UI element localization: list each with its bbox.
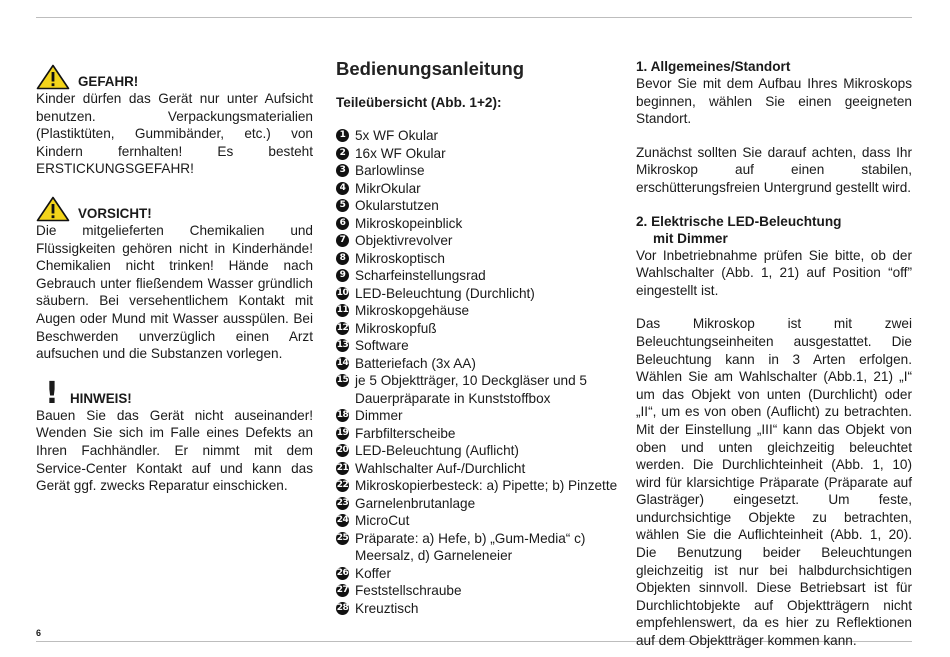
section-1-title: 1. Allgemeines/Standort (636, 59, 791, 74)
top-rule (36, 17, 912, 18)
warning-triangle-icon (36, 196, 70, 222)
list-item (336, 215, 622, 233)
number-circle-icon: 2 (336, 147, 349, 160)
caution-text: Die mitgelieferten Chemikalien und Flüssigkeiten gehören nicht in Kinderhände! Chemikalien nicht trinken! Hände nach Gebrauch unter fließendem Wasser gründlich säubern. Bei versehentlichem Kontakt mit Augen oder Mund mit Wasser ausspülen. Bei Beschwerden unverzüglich einen Arzt aufsuchen und die Substanzen vorlegen. (36, 222, 313, 362)
part-label: LED-Beleuchtung (Durchlicht) (355, 285, 535, 301)
list-item (336, 180, 622, 198)
number-circle-icon: 4 (336, 182, 349, 195)
parts-subtitle: Teileübersicht (Abb. 1+2): (336, 95, 502, 110)
part-label: Wahlschalter Auf-/Durchlicht (355, 460, 526, 476)
number-circle-icon: 27 (336, 585, 349, 595)
list-item (336, 320, 622, 338)
part-label: 16x WF Okular (355, 145, 446, 161)
list-item (336, 250, 622, 268)
part-label: LED-Beleuchtung (Auflicht) (355, 443, 519, 458)
list-item (336, 197, 622, 215)
exclamation-icon: ! (45, 375, 59, 411)
part-label: Barlowlinse (355, 163, 425, 178)
number-circle-icon: 8 (336, 252, 349, 265)
number-circle-icon: 23 (336, 497, 349, 508)
number-circle-icon: 22 (336, 480, 349, 490)
hint-text: Bauen Sie das Gerät nicht auseinander! Wenden Sie sich im Falle eines Defekts an Ihren Fachhändler. Er nimmt mit dem Service-Center Kontakt auf und kann das Gerät ggf. zwecks Reparatur einschicken. (36, 407, 313, 494)
danger-notice (36, 60, 313, 178)
number-circle-icon: 19 (336, 427, 349, 438)
list-item (336, 127, 622, 145)
part-label: MicroCut (355, 513, 410, 528)
section-2-para-2: Das Mikroskop ist mit zwei Beleuchtungseinheiten ausgestattet. Die Beleuchtung kann in 3 Arten erfolgen. Wählen Sie am Wahlschalter (Abb.1, 21) „I“ um das Objekt von unten (Durchlicht) oder „II“, um es von oben (Auflicht) zu betrachten. Mit der Einstellung „III“ kann das Objekt von oben und unten gleichzeitig beleuchtet werden. Die Durchlichteinheit (Abb. 1, 10) wird für klarsichtige Präparate (Präparate auf Glasträger) eingesetzt. Um feste, undurchsichtige Objekte zu betrachten, wählen Sie die Auflichteinheit (Abb. 1, 20). Die Benutzung beider Beleuchtungen gleichzeitig ist nur bei halbdurchsichtigen Objekten sinnvoll. Diese Betriebsart ist für Durchlichtobjekte auf Objektträgern nicht empfehlenswert, da es hier zu Reflektionen auf dem Objektträger kommen kann. (636, 316, 912, 649)
list-item (336, 565, 622, 583)
page-number: 6 (36, 628, 42, 638)
manual-title: Bedienungsanleitung (336, 58, 525, 79)
number-circle-icon: 24 (336, 515, 349, 525)
section-1-para-2: Zunächst sollten Sie darauf achten, dass Ihr Mikroskop auf einen stabilen, erschütterungsfreien Untergrund gestellt wird. (636, 144, 912, 195)
number-circle-icon: 1 (336, 129, 349, 142)
list-item (336, 285, 622, 303)
part-label: Mikroskopgehäuse (355, 303, 470, 318)
danger-header (36, 60, 313, 90)
number-circle-icon: 21 (336, 462, 349, 473)
parts-list (336, 127, 622, 617)
number-circle-icon: 18 (336, 410, 349, 420)
danger-text: Kinder dürfen das Gerät nur unter Aufsicht benutzen. Verpackungsmaterialien (Plastiktüten, Gummibänder, etc.) von Kindern fernhalten! Es besteht ERSTICKUNGSGEFAHR! (36, 91, 313, 177)
list-item (336, 302, 622, 320)
part-label: Kreuztisch (355, 600, 419, 616)
list-item (336, 477, 622, 495)
part-label: Farbfilterscheibe (355, 425, 456, 441)
part-label: Dimmer (355, 408, 403, 423)
part-label: 5x WF Okular (355, 128, 439, 143)
hint-header (36, 375, 313, 411)
number-circle-icon: 25 (336, 532, 349, 543)
number-circle-icon: 5 (336, 199, 349, 212)
part-label: Koffer (355, 565, 392, 581)
list-item (336, 600, 622, 618)
part-label: Garnelenbrutanlage (355, 495, 476, 511)
section-2-title: 2. Elektrische LED-Beleuchtung (636, 213, 842, 229)
section-1-para-1: Bevor Sie mit dem Aufbau Ihres Mikroskops beginnen, wählen Sie einen geeigneten Standort. (636, 76, 912, 127)
number-circle-icon: 11 (336, 305, 349, 315)
list-item (336, 460, 622, 478)
list-item (336, 582, 622, 600)
part-label: Präparate: a) Hefe, b) „Gum-Media“ c) Meersalz, d) Garneleneier (355, 530, 586, 563)
part-label: Batteriefach (3x AA) (355, 355, 476, 371)
safety-column (36, 58, 313, 509)
part-label: Software (355, 338, 409, 353)
parts-column (336, 58, 622, 617)
number-circle-icon: 20 (336, 445, 349, 455)
section-2-para-1: Vor Inbetriebnahme prüfen Sie bitte, ob der Wahlschalter (Abb. 1, 21) auf Position “off” eingestellt ist. (636, 247, 912, 298)
caution-notice (36, 192, 313, 363)
part-label: Mikroskopfuß (355, 320, 437, 336)
instructions-column (636, 58, 912, 650)
section-2-title-line-2: mit Dimmer (653, 230, 728, 246)
part-label: MikrOkular (355, 180, 421, 196)
number-circle-icon: 3 (336, 164, 349, 177)
list-item (336, 442, 622, 460)
list-item (336, 512, 622, 530)
list-item (336, 372, 622, 407)
part-label: Okularstutzen (355, 198, 439, 213)
caution-header (36, 192, 313, 222)
number-circle-icon: 12 (336, 322, 349, 333)
number-circle-icon: 14 (336, 357, 349, 368)
number-circle-icon: 7 (336, 234, 349, 247)
danger-title: GEFAHR! (78, 74, 139, 89)
part-label: Feststellschraube (355, 583, 462, 598)
hint-title: HINWEIS! (70, 390, 132, 406)
list-item (336, 162, 622, 180)
list-item (336, 425, 622, 443)
list-item (336, 267, 622, 285)
list-item (336, 232, 622, 250)
part-label: Mikroskopeinblick (355, 215, 463, 231)
number-circle-icon: 15 (336, 375, 349, 385)
list-item (336, 145, 622, 163)
list-item (336, 495, 622, 513)
caution-title: VORSICHT! (78, 205, 152, 221)
number-circle-icon: 6 (336, 217, 349, 230)
warning-triangle-icon (36, 64, 70, 90)
part-label: je 5 Objektträger, 10 Deckgläser und 5 Dauerpräparate in Kunststoffbox (355, 373, 587, 406)
list-item (336, 355, 622, 373)
list-item (336, 530, 622, 565)
number-circle-icon: 10 (336, 287, 349, 298)
number-circle-icon: 13 (336, 340, 349, 350)
hint-notice (36, 377, 313, 495)
list-item (336, 337, 622, 355)
number-circle-icon: 26 (336, 567, 349, 578)
number-circle-icon: 28 (336, 602, 349, 613)
part-label: Objektivrevolver (355, 233, 453, 248)
part-label: Mikroskoptisch (355, 250, 445, 266)
number-circle-icon: 9 (336, 269, 349, 282)
list-item (336, 407, 622, 425)
part-label: Scharfeinstellungsrad (355, 268, 486, 283)
part-label: Mikroskopierbesteck: a) Pipette; b) Pinzette (355, 478, 618, 493)
